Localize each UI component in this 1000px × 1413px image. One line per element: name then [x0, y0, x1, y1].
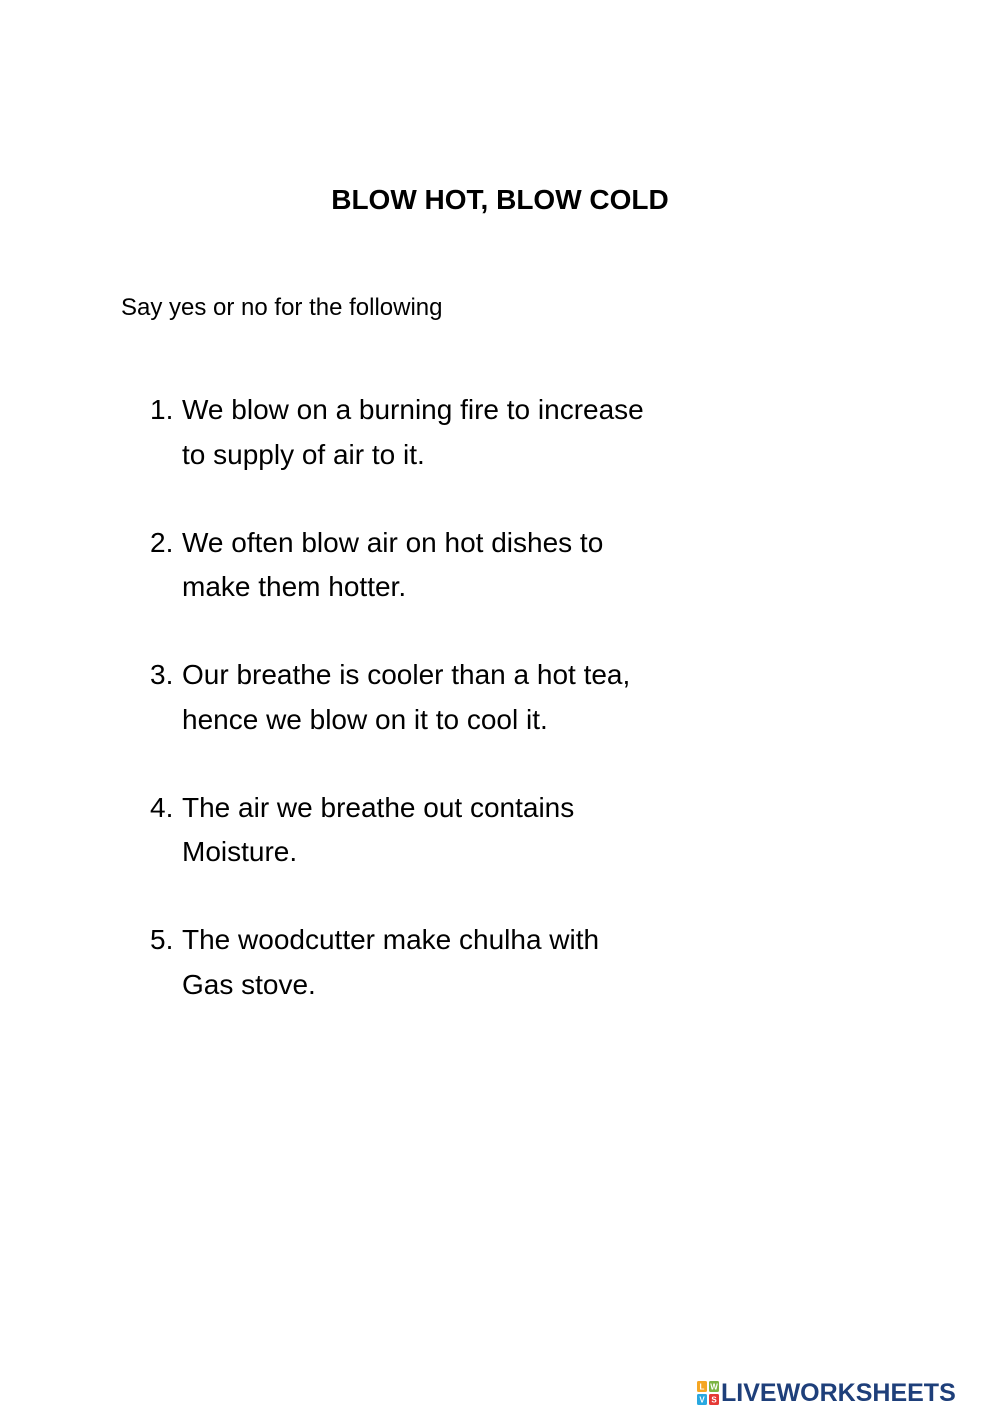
question-item [150, 918, 710, 1007]
logo-letter-w: W [710, 1382, 718, 1392]
question-number: 4. [150, 791, 174, 823]
question-text: The air we breathe out contains Moisture. [182, 791, 575, 867]
question-number: 2. [150, 526, 174, 558]
page-title: BLOW HOT, BLOW COLD [331, 184, 669, 215]
logo-letter-v: V [699, 1395, 705, 1405]
question-item [150, 388, 710, 477]
question-text: The woodcutter make chulha with Gas stove. [182, 924, 600, 1000]
question-number: 3. [150, 659, 174, 690]
question-text: We often blow air on hot dishes to make them hotter. [182, 526, 604, 602]
question-item [150, 521, 710, 610]
brand-name: LIVEWORKSHEETS [721, 1378, 956, 1407]
question-number: 1. [150, 394, 174, 425]
question-number: 5. [150, 924, 174, 955]
question-item [150, 653, 710, 742]
question-text: We blow on a burning fire to increase to supply of air to it. [182, 394, 644, 470]
logo-letter-s: S [711, 1395, 717, 1405]
question-item [150, 786, 710, 875]
liveworksheets-brand [697, 1378, 956, 1408]
logo-letter-l: L [699, 1382, 705, 1392]
question-list [150, 388, 710, 1051]
liveworksheets-logo-icon [697, 1381, 719, 1405]
instruction-text: Say yes or no for the following [121, 294, 443, 321]
question-text: Our breathe is cooler than a hot tea, hence we blow on it to cool it. [182, 659, 631, 735]
